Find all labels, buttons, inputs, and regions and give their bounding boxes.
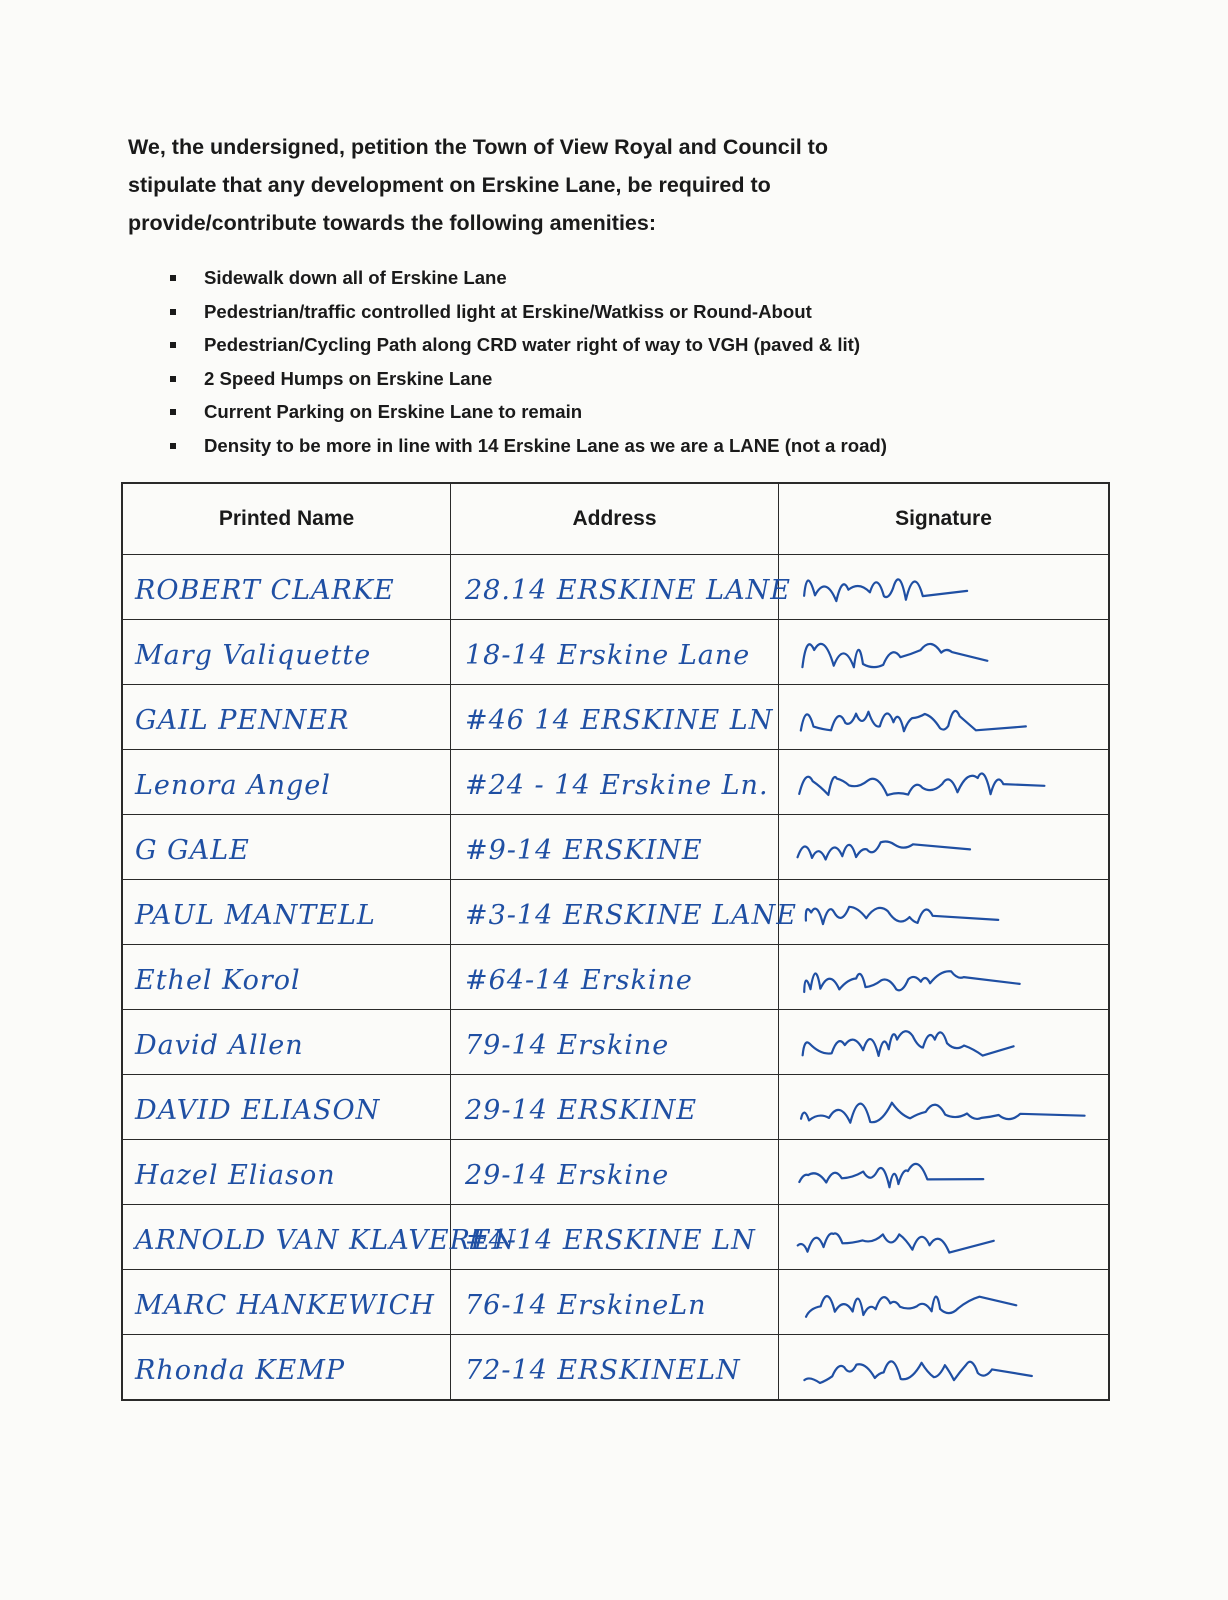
signature-stroke	[806, 1296, 1016, 1317]
printed-name: MARC HANKEWICH	[135, 1289, 435, 1321]
address-cell	[451, 1075, 779, 1139]
header-signature: Signature	[895, 507, 992, 530]
address-cell	[451, 620, 779, 684]
signature-stroke	[799, 1164, 983, 1187]
signature-scribble	[779, 1075, 1108, 1139]
signature-cell	[779, 1270, 1108, 1334]
table-row	[123, 1269, 1108, 1334]
bullet-icon	[170, 342, 176, 348]
amenity-text: Density to be more in line with 14 Erskine Lane as we are a LANE (not a road)	[204, 434, 887, 456]
address: 72-14 ERSKINELN	[465, 1354, 741, 1386]
printed-name: Rhonda KEMP	[135, 1354, 346, 1386]
printed-name-cell	[123, 945, 451, 1009]
signature-stroke	[798, 841, 970, 859]
address-cell	[451, 1335, 779, 1399]
printed-name-cell	[123, 620, 451, 684]
signature-cell	[779, 620, 1108, 684]
signature-stroke	[798, 1233, 994, 1252]
printed-name-cell	[123, 1270, 451, 1334]
printed-name: Marg Valiquette	[135, 639, 372, 671]
amenity-item	[168, 261, 1168, 295]
printed-name-cell	[123, 1335, 451, 1399]
address-cell	[451, 1270, 779, 1334]
signature-cell	[779, 1140, 1108, 1204]
bullet-icon	[170, 309, 176, 315]
address: #46 14 ERSKINE LN	[465, 704, 774, 736]
address: #4-14 ERSKINE LN	[465, 1224, 756, 1256]
printed-name: PAUL MANTELL	[135, 899, 376, 931]
signature-scribble	[779, 1270, 1108, 1334]
address: 29-14 Erskine	[465, 1159, 670, 1191]
signature-scribble	[779, 750, 1108, 814]
address-cell	[451, 750, 779, 814]
signature-stroke	[801, 1103, 1085, 1123]
printed-name: Lenora Angel	[135, 769, 331, 801]
amenity-item	[168, 395, 1168, 429]
signature-table	[121, 482, 1110, 1401]
amenity-text: Sidewalk down all of Erskine Lane	[204, 267, 507, 288]
signature-scribble	[779, 945, 1108, 1009]
signature-stroke	[804, 1361, 1031, 1383]
table-row	[123, 1204, 1108, 1269]
printed-name: David Allen	[135, 1029, 304, 1061]
address: #24 - 14 Erskine Ln.	[465, 769, 769, 801]
signature-scribble	[779, 685, 1108, 749]
address-cell	[451, 1205, 779, 1269]
signature-cell	[779, 1075, 1108, 1139]
address-cell	[451, 945, 779, 1009]
amenity-text: Current Parking on Erskine Lane to remain	[204, 401, 583, 422]
table-header-row	[123, 484, 1108, 554]
table-row	[123, 944, 1108, 1009]
printed-name-cell	[123, 880, 451, 944]
signature-stroke	[799, 773, 1044, 795]
address-cell	[451, 1010, 779, 1074]
printed-name-cell	[123, 555, 451, 619]
signature-scribble	[779, 880, 1108, 944]
header-address: Address	[451, 484, 779, 554]
bullet-icon	[170, 376, 176, 382]
header-printed-name: Printed Name	[123, 484, 451, 554]
signature-cell	[779, 750, 1108, 814]
table-row	[123, 749, 1108, 814]
table-row	[123, 1139, 1108, 1204]
amenity-text: Pedestrian/traffic controlled light at Erskine/Watkiss or Round-About	[204, 300, 812, 322]
address: #9-14 ERSKINE	[465, 834, 703, 866]
signature-scribble	[779, 1205, 1108, 1269]
table-row	[123, 1334, 1108, 1399]
table-row	[123, 1074, 1108, 1139]
address: 18-14 Erskine Lane	[465, 639, 751, 671]
address: #64-14 Erskine	[465, 964, 693, 996]
address: 76-14 ErskineLn	[465, 1289, 707, 1321]
address: 29-14 ERSKINE	[465, 1094, 698, 1126]
printed-name: G GALE	[135, 834, 250, 866]
table-row	[123, 684, 1108, 749]
signature-scribble	[779, 555, 1108, 619]
printed-name: ARNOLD VAN KLAVEREN	[135, 1224, 517, 1256]
signature-stroke	[804, 579, 967, 601]
signature-cell	[779, 880, 1108, 944]
petition-intro	[128, 128, 1128, 242]
table-row	[123, 879, 1108, 944]
printed-name: ROBERT CLARKE	[135, 574, 395, 606]
signature-scribble	[779, 815, 1108, 879]
printed-name-cell	[123, 685, 451, 749]
signature-scribble	[779, 1140, 1108, 1204]
printed-name-cell	[123, 1075, 451, 1139]
signature-scribble	[779, 1335, 1108, 1399]
address-cell	[451, 880, 797, 944]
address-cell	[451, 685, 779, 749]
amenity-text: 2 Speed Humps on Erskine Lane	[204, 367, 493, 389]
table-row	[123, 619, 1108, 684]
signature-cell	[779, 555, 1108, 619]
signature-stroke	[802, 644, 987, 667]
signature-stroke	[804, 971, 1019, 992]
table-row	[123, 554, 1108, 619]
amenity-item	[168, 295, 1168, 329]
signature-scribble	[779, 620, 1108, 684]
signature-cell	[779, 1010, 1108, 1074]
address: 79-14 Erskine	[465, 1029, 670, 1061]
address: #3-14 ERSKINE LANE	[465, 899, 797, 931]
amenity-text: Pedestrian/Cycling Path along CRD water right of way to VGH (paved & lit)	[204, 334, 861, 355]
signature-stroke	[806, 907, 998, 924]
signature-cell	[779, 1335, 1108, 1399]
printed-name: GAIL PENNER	[135, 704, 350, 736]
printed-name-cell	[123, 1205, 517, 1269]
amenities-list	[168, 261, 1168, 462]
signature-stroke	[801, 711, 1026, 731]
intro-line-3: provide/contribute towards the following amenities:	[128, 211, 656, 235]
signature-cell	[779, 1205, 1108, 1269]
printed-name-cell	[123, 750, 451, 814]
table-row	[123, 814, 1108, 879]
address-cell	[451, 555, 791, 619]
bullet-icon	[170, 409, 176, 415]
amenity-item	[168, 429, 1168, 463]
printed-name: DAVID ELIASON	[135, 1094, 381, 1126]
amenity-item	[168, 362, 1168, 396]
signature-cell	[779, 945, 1108, 1009]
intro-line-2: stipulate that any development on Erskine Lane, be required to	[128, 173, 771, 197]
printed-name-cell	[123, 1010, 451, 1074]
signature-cell	[779, 815, 1108, 879]
intro-line-1: We, the undersigned, petition the Town of View Royal and Council to	[128, 135, 828, 159]
address-cell	[451, 815, 779, 879]
printed-name: Ethel Korol	[135, 964, 301, 996]
printed-name: Hazel Eliason	[135, 1159, 336, 1191]
signature-scribble	[779, 1010, 1108, 1074]
address-cell	[451, 1140, 779, 1204]
signature-stroke	[803, 1031, 1014, 1056]
bullet-icon	[170, 275, 176, 281]
printed-name-cell	[123, 815, 451, 879]
amenity-item	[168, 328, 1168, 362]
address: 28.14 ERSKINE LANE	[465, 574, 791, 606]
signature-cell	[779, 685, 1108, 749]
bullet-icon	[170, 443, 176, 449]
printed-name-cell	[123, 1140, 451, 1204]
table-row	[123, 1009, 1108, 1074]
